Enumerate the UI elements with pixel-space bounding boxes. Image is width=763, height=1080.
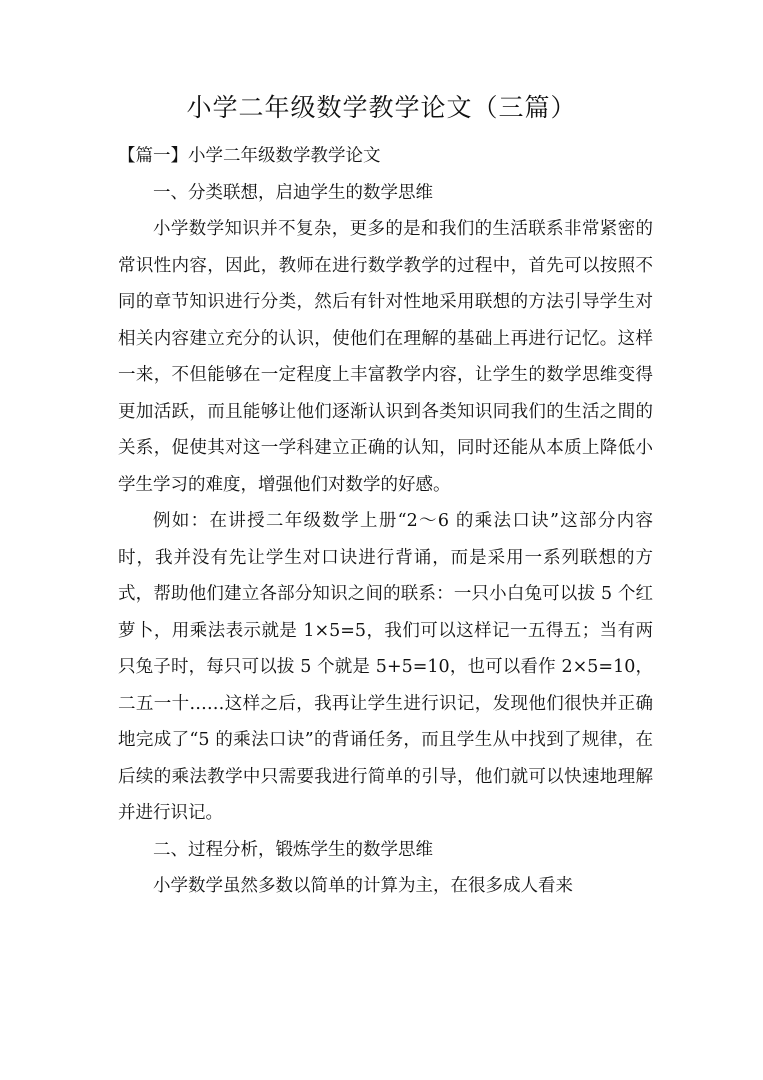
paragraph-2: 例如：在讲授二年级数学上册“2～6 的乘法口诀”这部分内容时，我并没有先让学生对口诀进行背诵，而是采用一系列联想的方式，帮助他们建立各部分知识之间的联系：一只小白兔可以拔 5 个红萝卜，用乘法表示就是 1×5=5，我们可以这样记一五得五；当有两只兔子时，每只可以拔 5 个就是 5+5=10，也可以看作 2×5=10，二五一十……这样之后，我再让学生进行识记，发现他们很快并正确地完成了“5 的乘法口诀”的背诵任务，而且学生从中找到了规律，在后续的乘法教学中只需要我进行简单的引导，他们就可以快速地理解并进行识记。 xyxy=(118,511,653,823)
document-title: 小学二年级数学教学论文（三篇） xyxy=(186,93,577,122)
section-heading-2: 二、过程分析，锻炼学生的数学思维 xyxy=(153,839,433,860)
paragraph-1: 小学数学知识并不复杂，更多的是和我们的生活联系非常紧密的常识性内容，因此，教师在进行数学教学的过程中，首先可以按照不同的章节知识进行分类，然后有针对性地采用联想的方法引导学生对相关内容建立充分的认识，使他们在理解的基础上再进行记忆。这样一来，不但能够在一定程度上丰富教学内容，让学生的数学思维变得更加活跃，而且能够让他们逐渐认识到各类知识同我们的生活之間的关系，促使其对这一学科建立正确的认知，同时还能从本质上降低小学生学习的难度，增强他们对数学的好感。 xyxy=(118,219,653,495)
paragraph-3: 小学数学虽然多数以简单的计算为主，在很多成人看来 xyxy=(153,876,573,896)
chapter-label: 【篇一】小学二年级数学教学论文 xyxy=(118,146,381,166)
section-heading-1: 一、分类联想，启迪学生的数学思维 xyxy=(153,182,433,203)
document-body xyxy=(118,138,653,905)
